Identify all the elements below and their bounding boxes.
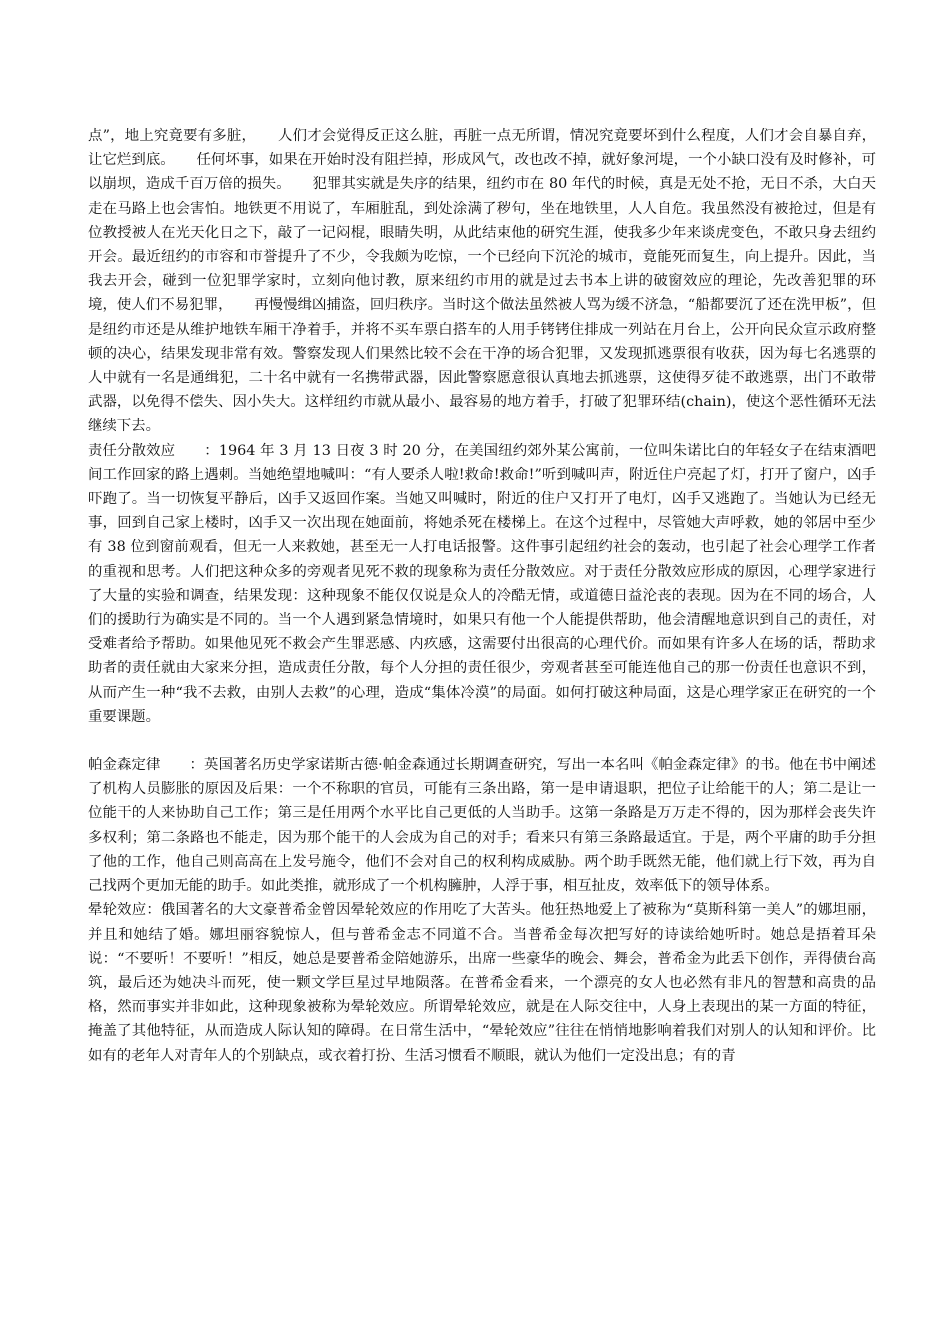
paragraph-broken-windows: 点”，地上究竟要有多脏， 人们才会觉得反正这么脏，再脏一点无所谓，情况究竟要坏到什么程度，人们才会自暴自弃，让它烂到底。 任何坏事，如果在开始时没有阻拦掉，形成风气，改也改不掉，就好象河堤，一个小缺口没有及时修补，可以崩坝，造成千百万倍的损失。 犯罪其实就是失序的结果，纽约市在 80 年代的时候，真是无处不抢，无日不杀，大白天走在马路上也会害怕。地铁更不用说了，车厢脏乱，到处涂满了秽句，坐在地铁里，人人自危。我虽然没有被抢过，但是有位教授被人在光天化日之下，敲了一记闷棍，眼睛失明，从此结束他的研究生涯，使我多少年来谈虎变色，不敢只身去纽约开会。最近纽约的市容和市誉提升了不少，令我颇为吃惊，一个已经向下沉沦的城市，竟能死而复生，向上提升。因此，当我去开会，碰到一位犯罪学家时，立刻向他讨教，原来纽约市用的就是过去书本上讲的破窗效应的理论，先改善犯罪的环境，使人们不易犯罪， 再慢慢缉凶捕盗，回归秩序。当时这个做法虽然被人骂为缓不济急，“船都要沉了还在洗甲板”，但是纽约市还是从维护地铁车厢干净着手，并将不买车票白搭车的人用手铐铐住排成一列站在月台上，公开向民众宣示政府整顿的决心，结果发现非常有效。警察发现人们果然比较不会在干净的场合犯罪，又发现抓逃票很有收获，因为每七名逃票的人中就有一名是通缉犯，二十名中就有一名携带武器，因此警察愿意很认真地去抓逃票，这使得歹徒不敢逃票，出门不敢带武器，以免得不偿失、因小失大。这样纽约市就从最小、最容易的地方着手，打破了犯罪环结(chain)，使这个恶性循环无法继续下去。 bbox=[88, 128, 876, 435]
paragraph-parkinsons-law: 帕金森定律 ：英国著名历史学家诺斯古德·帕金森通过长期调查研究，写出一本名叫《帕金森定律》的书。他在书中阐述了机构人员膨胀的原因及后果：一个不称职的官员，可能有三条出路，第一是申请退职，把位子让给能干的人；第二是让一位能干的人来协助自己工作；第三是任用两个水平比自己更低的人当助手。这第一条路是万万走不得的，因为那样会丧失许多权利；第二条路也不能走，因为那个能干的人会成为自己的对手；看来只有第三条路最适宜。于是，两个平庸的助手分担了他的工作，他自己则高高在上发号施令，他们不会对自己的权利构成威胁。两个助手既然无能，他们就上行下效，再为自己找两个更加无能的助手。如此类推，就形成了一个机构臃肿，人浮于事，相互扯皮，效率低下的领导体系。 bbox=[88, 757, 876, 895]
document-page bbox=[88, 124, 876, 1068]
paragraph-halo-effect: 晕轮效应：俄国著名的大文豪普希金曾因晕轮效应的作用吃了大苦头。他狂热地爱上了被称为“莫斯科第一美人”的娜坦丽，并且和她结了婚。娜坦丽容貌惊人，但与普希金志不同道不合。当普希金每次把写好的诗读给她听时。她总是捂着耳朵说：“不要听！不要听！”相反，她总是要普希金陪她游乐，出席一些豪华的晚会、舞会，普希金为此丢下创作，弄得债台高筑，最后还为她决斗而死，使一颗文学巨星过早地陨落。在普希金看来，一个漂亮的女人也必然有非凡的智慧和高贵的品格，然而事实并非如此，这种现象被称为晕轮效应。所谓晕轮效应，就是在人际交往中，人身上表现出的某一方面的特征，掩盖了其他特征，从而造成人际认知的障碍。在日常生活中，“晕轮效应”往往在悄悄地影响着我们对别人的认知和评价。比如有的老年人对青年人的个别缺点，或衣着打扮、生活习惯看不顺眼，就认为他们一定没出息；有的青 bbox=[88, 902, 876, 1064]
paragraph-diffusion-of-responsibility: 责任分散效应 ：1964 年 3 月 13 日夜 3 时 20 分，在美国纽约郊外某公寓前，一位叫朱诺比白的年轻女子在结束酒吧间工作回家的路上遇刺。当她绝望地喊叫：“有人要杀人啦!救命!救命!”听到喊叫声，附近住户亮起了灯，打开了窗户，凶手吓跑了。当一切恢复平静后，凶手又返回作案。当她又叫喊时，附近的住户又打开了电灯，凶手又逃跑了。当她认为已经无事，回到自己家上楼时，凶手又一次出现在她面前，将她杀死在楼梯上。在这个过程中，尽管她大声呼救，她的邻居中至少有 38 位到窗前观看，但无一人来救她，甚至无一人打电话报警。这件事引起纽约社会的轰动，也引起了社会心理学工作者的重视和思考。人们把这种众多的旁观者见死不救的现象称为责任分散效应。对于责任分散效应形成的原因，心理学家进行了大量的实验和调查，结果发现：这种现象不能仅仅说是众人的冷酷无情，或道德日益沦丧的表现。因为在不同的场合，人们的援助行为确实是不同的。当一个人遇到紧急情境时，如果只有他一个人能提供帮助，他会清醒地意识到自己的责任，对受难者给予帮助。如果他见死不救会产生罪恶感、内疚感，这需要付出很高的心理代价。而如果有许多人在场的话，帮助求助者的责任就由大家来分担，造成责任分散，每个人分担的责任很少，旁观者甚至可能连他自己的那一份责任也意识不到，从而产生一种“我不去救，由别人去救”的心理，造成“集体冷漠”的局面。如何打破这种局面，这是心理学家正在研究的一个重要课题。 bbox=[88, 442, 876, 725]
paragraph-gap bbox=[88, 729, 876, 753]
